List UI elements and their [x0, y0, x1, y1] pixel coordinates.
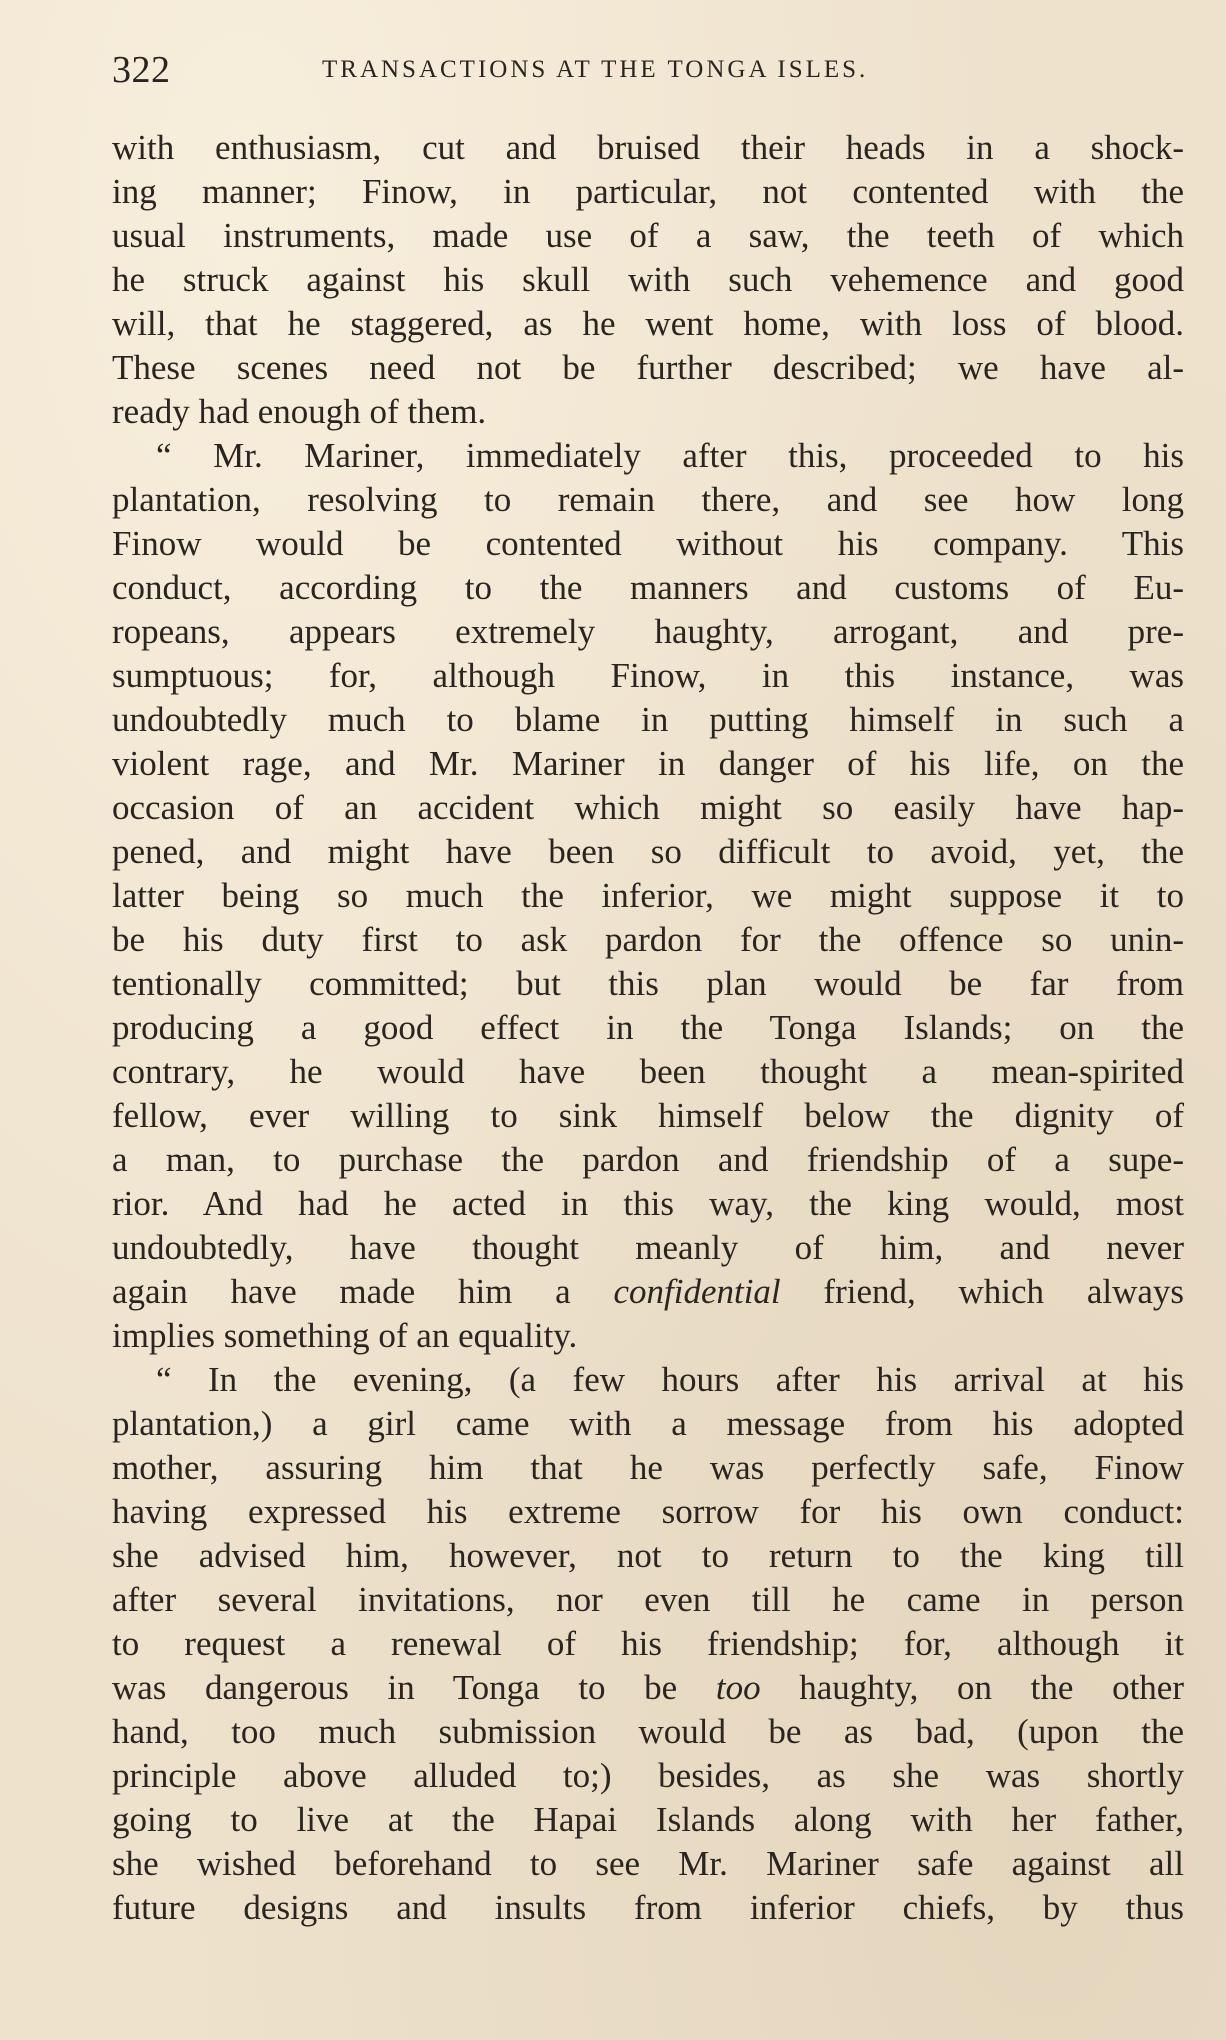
text-line: plantation,) a girl came with a message from his adopted — [112, 1404, 1184, 1443]
text-line: to request a renewal of his friendship; for, although it — [112, 1624, 1184, 1663]
text-line: going to live at the Hapai Islands along with her father, — [112, 1800, 1184, 1839]
line-segment: haughty, on the other — [760, 1668, 1184, 1707]
text-line: ing manner; Finow, in particular, not contented with the — [112, 172, 1184, 211]
text-line: rior. And had he acted in this way, the king would, most — [112, 1184, 1184, 1223]
page-number: 322 — [112, 49, 171, 91]
text-line: violent rage, and Mr. Mariner in danger of his life, on the — [112, 744, 1184, 783]
text-line: plantation, resolving to remain there, and see how long — [112, 480, 1184, 519]
text-line: with enthusiasm, cut and bruised their heads in a shock- — [112, 128, 1184, 167]
paragraph-start-line: “ In the evening, (a few hours after his arrival at his — [156, 1360, 1184, 1399]
text-line: usual instruments, made use of a saw, the teeth of which — [112, 216, 1184, 255]
text-line — [112, 1666, 1184, 1710]
text-line: undoubtedly, have thought meanly of him, and never — [112, 1228, 1184, 1267]
text-line: Finow would be contented without his company. This — [112, 524, 1184, 563]
text-line: a man, to purchase the pardon and friendship of a supe- — [112, 1140, 1184, 1179]
text-line: ready had enough of them. — [112, 392, 487, 431]
text-line: ropeans, appears extremely haughty, arrogant, and pre- — [112, 612, 1184, 651]
text-line: fellow, ever willing to sink himself below the dignity of — [112, 1096, 1184, 1135]
text-line: mother, assuring him that he was perfectly safe, Finow — [112, 1448, 1184, 1487]
body-text — [112, 126, 1184, 1930]
text-line: These scenes need not be further described; we have al- — [112, 348, 1184, 387]
text-line: implies something of an equality. — [112, 1316, 578, 1355]
text-line: latter being so much the inferior, we might suppose it to — [112, 876, 1184, 915]
paragraph-start-line: “ Mr. Mariner, immediately after this, proceeded to his — [156, 436, 1184, 475]
text-line — [112, 1270, 1184, 1314]
line-segment: again have made him a — [112, 1272, 614, 1311]
text-line: sumptuous; for, although Finow, in this instance, was — [112, 656, 1184, 695]
text-line: she wished beforehand to see Mr. Mariner safe against all — [112, 1844, 1184, 1883]
text-line: having expressed his extreme sorrow for his own conduct: — [112, 1492, 1184, 1531]
text-line: he struck against his skull with such vehemence and good — [112, 260, 1184, 299]
text-line: producing a good effect in the Tonga Islands; on the — [112, 1008, 1184, 1047]
text-line: conduct, according to the manners and customs of Eu- — [112, 568, 1184, 607]
line-segment: friend, which always — [780, 1272, 1184, 1311]
italic-word: confidential — [613, 1272, 781, 1311]
line-segment: was dangerous in Tonga to be — [112, 1668, 716, 1707]
running-title: TRANSACTIONS AT THE TONGA ISLES. — [322, 56, 869, 83]
running-head — [112, 44, 1184, 96]
text-line: occasion of an accident which might so easily have hap- — [112, 788, 1184, 827]
text-line: future designs and insults from inferior chiefs, by thus — [112, 1888, 1184, 1927]
text-line: she advised him, however, not to return to the king till — [112, 1536, 1184, 1575]
text-line: tentionally committed; but this plan would be far from — [112, 964, 1184, 1003]
text-line: undoubtedly much to blame in putting himself in such a — [112, 700, 1184, 739]
italic-word: too — [715, 1668, 761, 1707]
text-line: be his duty first to ask pardon for the offence so unin- — [112, 920, 1184, 959]
text-line: principle above alluded to;) besides, as she was shortly — [112, 1756, 1184, 1795]
text-line: pened, and might have been so difficult to avoid, yet, the — [112, 832, 1184, 871]
text-line: will, that he staggered, as he went home, with loss of blood. — [112, 304, 1184, 343]
text-line: after several invitations, nor even till he came in person — [112, 1580, 1184, 1619]
text-line: contrary, he would have been thought a mean-spirited — [112, 1052, 1184, 1091]
text-line: hand, too much submission would be as bad, (upon the — [112, 1712, 1184, 1751]
